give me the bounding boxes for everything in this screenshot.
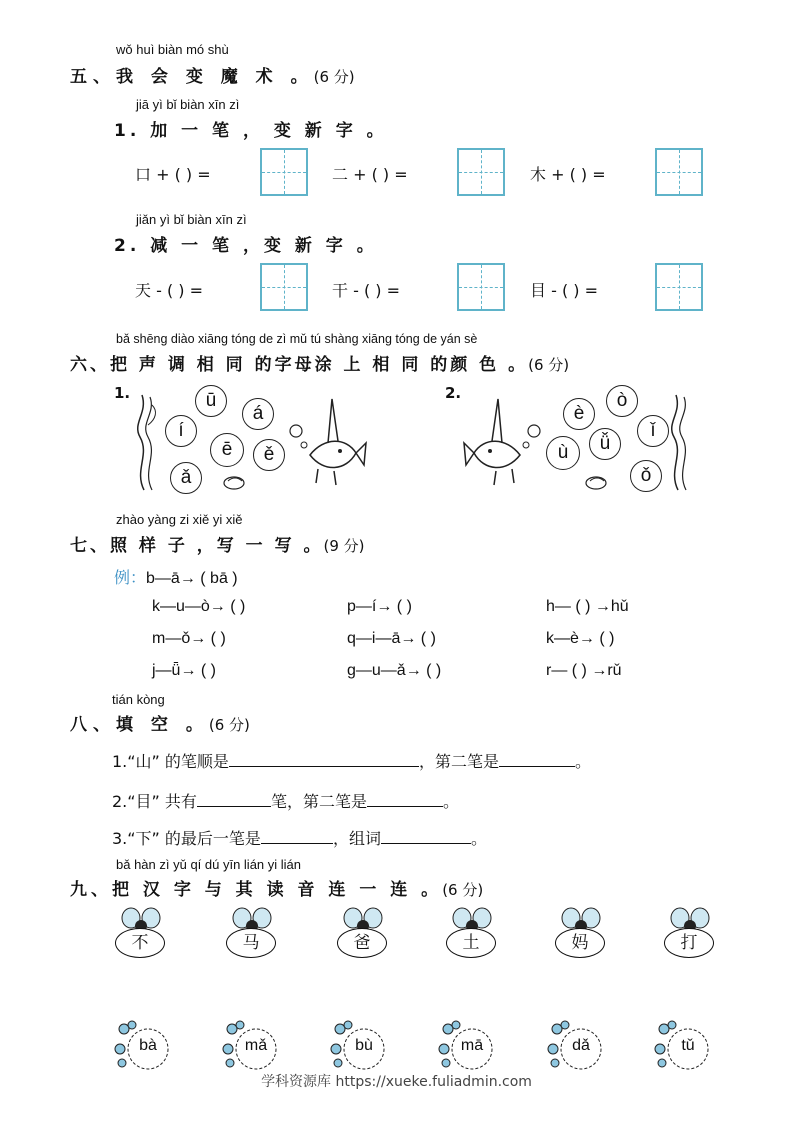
letter-bubble[interactable]: í xyxy=(165,415,197,447)
s5-title-text: 五、我 会 变 魔 术 。 xyxy=(70,67,314,87)
s5-q1-pinyin: jiā yì bǐ biàn xīn zì xyxy=(136,97,240,112)
bee-char: 土 xyxy=(446,928,496,958)
syllable: dǎ xyxy=(572,1037,590,1054)
s8-q2-b: 笔，第二笔是 xyxy=(270,792,367,811)
letter-bubble[interactable]: ǒ xyxy=(630,460,662,492)
letter-bubble[interactable]: á xyxy=(242,398,274,430)
flower-syllable-card[interactable] xyxy=(328,1019,388,1073)
flower-syllable-card[interactable] xyxy=(112,1019,172,1073)
s6-pinyin: bǎ shēng diào xiāng tóng de zì mǔ tú shàng xiāng tóng de yán sè xyxy=(116,332,478,346)
tian-grid-box[interactable] xyxy=(457,148,505,196)
bee-char-card[interactable] xyxy=(333,906,393,970)
s5-q2-item-1: 天 - ( ) = xyxy=(135,281,204,300)
s5-q2-pinyin: jiǎn yì bǐ biàn xīn zì xyxy=(136,212,247,227)
spell-item[interactable]: h— ( ) →hǔ xyxy=(546,598,629,615)
s8-q3 xyxy=(112,826,487,849)
s8-q3-c: 。 xyxy=(470,829,487,848)
s6-group2-label: 2. xyxy=(445,384,462,402)
tian-grid-box[interactable] xyxy=(260,148,308,196)
syllable: bà xyxy=(139,1037,157,1054)
s8-q1-b: ，第二笔是 xyxy=(418,752,499,771)
flower-syllable-card[interactable] xyxy=(652,1019,712,1073)
s6-title-text: 六、把 声 调 相 同 的字母涂 上 相 同 的颜 色 。 xyxy=(70,355,529,375)
s5-title xyxy=(70,62,355,87)
s8-score: (6 分) xyxy=(208,716,250,734)
answer-blank[interactable] xyxy=(261,829,333,844)
example-label: 例 xyxy=(114,570,131,587)
flower-syllable-card[interactable] xyxy=(545,1019,605,1073)
answer-blank[interactable] xyxy=(381,829,471,844)
spell-item[interactable]: p—í→ ( ) xyxy=(347,598,412,615)
syllable: tǔ xyxy=(681,1037,695,1054)
answer-blank[interactable] xyxy=(229,752,419,767)
s5-q1-item-3: 木 + ( ) = xyxy=(530,165,606,184)
bee-char-card[interactable] xyxy=(551,906,611,970)
letter-bubble[interactable]: è xyxy=(563,398,595,430)
letter-bubble[interactable]: ǎ xyxy=(170,462,202,494)
answer-blank[interactable] xyxy=(499,752,575,767)
spell-item[interactable]: r— ( ) →rǔ xyxy=(546,662,622,679)
s5-q1-item-2: 二 + ( ) = xyxy=(332,165,408,184)
s7-title-text: 七、照 样 子 ，写 一 写 。 xyxy=(70,536,324,556)
bee-char: 打 xyxy=(664,928,714,958)
flower-syllable-card[interactable] xyxy=(436,1019,496,1073)
spell-item[interactable]: k—è→ ( ) xyxy=(546,630,615,647)
flower-syllable-card[interactable] xyxy=(220,1019,280,1073)
s9-pinyin: bǎ hàn zì yǔ qí dú yīn lián yi lián xyxy=(116,857,302,872)
s9-title xyxy=(70,875,483,900)
letter-bubble[interactable]: ù xyxy=(546,436,580,470)
s8-q3-a: 3.“下” 的最后一笔是 xyxy=(112,829,261,848)
s8-q3-b: ，组词 xyxy=(332,829,381,848)
bee-char: 马 xyxy=(226,928,276,958)
s7-score: (9 分) xyxy=(323,537,365,555)
s5-q2-item-3: 目 - ( ) = xyxy=(530,281,599,300)
s9-score: (6 分) xyxy=(442,881,484,899)
letter-bubble[interactable]: ē xyxy=(210,433,244,467)
letter-bubble[interactable]: ū xyxy=(195,385,227,417)
s8-title-text: 八、填 空 。 xyxy=(70,715,209,735)
s8-q2 xyxy=(112,789,459,812)
tian-grid-box[interactable] xyxy=(655,148,703,196)
syllable: bù xyxy=(355,1037,373,1054)
s7-title xyxy=(70,531,365,556)
bee-char-card[interactable] xyxy=(442,906,502,970)
s5-q1-item-1: 口 + ( ) = xyxy=(135,165,211,184)
s9-title-text: 九、把 汉 字 与 其 读 音 连 一 连 。 xyxy=(70,880,443,900)
spell-item[interactable]: k—u—ò→ ( ) xyxy=(152,598,246,615)
s6-score: (6 分) xyxy=(528,356,570,374)
syllable: mǎ xyxy=(244,1037,268,1054)
footer-source: 学科资源库 https://xueke.fuliadmin.com xyxy=(261,1074,532,1090)
s5-q1-text: 1. 加 一 笔 ， 变 新 字 。 xyxy=(114,121,388,141)
tian-grid-box[interactable] xyxy=(260,263,308,311)
answer-blank[interactable] xyxy=(197,792,271,807)
tian-grid-box[interactable] xyxy=(457,263,505,311)
s8-pinyin: tián kòng xyxy=(112,692,165,707)
s8-q2-c: 。 xyxy=(442,792,459,811)
tian-grid-box[interactable] xyxy=(655,263,703,311)
letter-bubble[interactable]: ǐ xyxy=(637,415,669,447)
bee-char: 爸 xyxy=(337,928,387,958)
s7-pinyin: zhào yàng zi xiě yi xiě xyxy=(116,512,243,527)
s5-q2-item-2: 干 - ( ) = xyxy=(332,281,401,300)
s6-title xyxy=(70,350,569,375)
letter-bubble[interactable]: ǚ xyxy=(589,428,621,460)
letter-bubble[interactable]: ò xyxy=(606,385,638,417)
answer-blank[interactable] xyxy=(367,792,443,807)
s8-q1 xyxy=(112,749,591,772)
s5-score: (6 分) xyxy=(313,68,355,86)
bee-char: 不 xyxy=(115,928,165,958)
s6-group1-label: 1. xyxy=(114,384,131,402)
s8-q1-c: 。 xyxy=(574,752,591,771)
bee-char-card[interactable] xyxy=(111,906,171,970)
spell-item[interactable]: j—ǖ→ ( ) xyxy=(152,662,216,679)
syllable: mā xyxy=(460,1037,484,1054)
example-text: b—ā→ ( bā ) xyxy=(146,570,238,587)
bee-char: 妈 xyxy=(555,928,605,958)
bee-char-card[interactable] xyxy=(660,906,720,970)
s5-q2-text: 2. 减 一 笔 ，变 新 字 。 xyxy=(114,236,378,256)
s5-pinyin: wǒ huì biàn mó shù xyxy=(116,42,229,57)
spell-item[interactable]: g—u—ǎ→ ( ) xyxy=(347,662,442,679)
bee-char-card[interactable] xyxy=(222,906,282,970)
spell-item[interactable]: m—ǒ→ ( ) xyxy=(152,630,226,647)
s8-q1-a: 1.“山” 的笔顺是 xyxy=(112,752,229,771)
letter-bubble[interactable]: ě xyxy=(253,439,285,471)
s8-q2-a: 2.“目” 共有 xyxy=(112,792,197,811)
s7-example xyxy=(114,565,238,588)
s8-title xyxy=(70,710,250,735)
example-colon: ： xyxy=(130,570,147,587)
spell-item[interactable]: q—i—ā→ ( ) xyxy=(347,630,436,647)
